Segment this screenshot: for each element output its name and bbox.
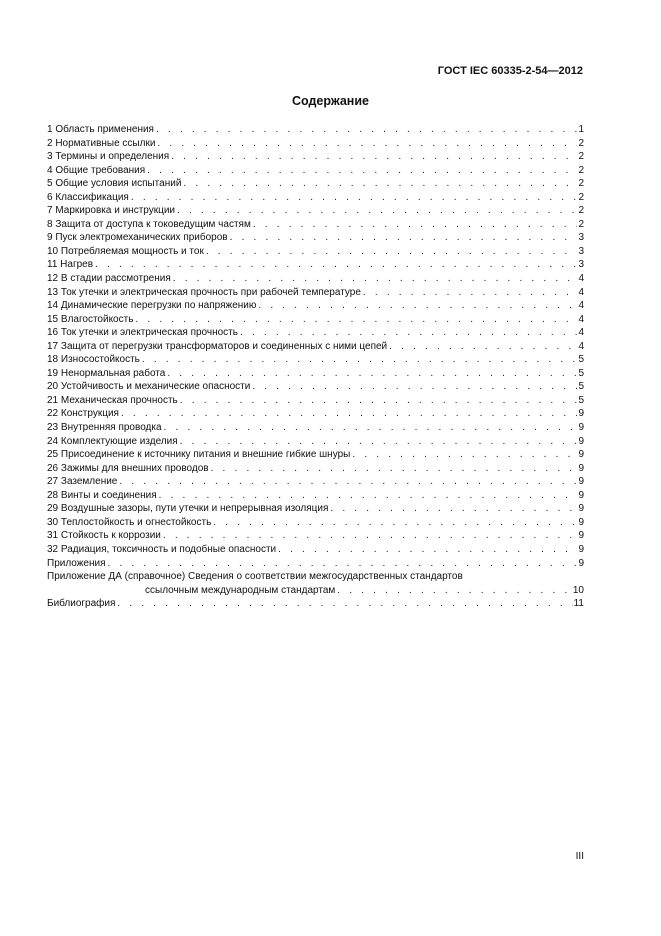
dot-leader <box>230 231 578 245</box>
toc-entry-label: 9 Пуск электромеханических приборов <box>47 232 228 244</box>
toc-entry[interactable] <box>47 150 584 164</box>
toc-entry-page: 5 <box>578 354 584 366</box>
toc-entry-label: ссылочным международным стандартам <box>145 584 336 596</box>
toc-entry-appendix-da[interactable] <box>47 570 584 584</box>
toc-entry-page: 9 <box>578 462 584 474</box>
toc-entry-label: 28 Винты и соединения <box>47 489 157 501</box>
toc-entry-label: Приложение ДА (справочное) Сведения о соответствии межгосударственных стандартов <box>47 571 463 583</box>
toc-entry[interactable] <box>47 164 584 178</box>
toc-entry-label: Библиография <box>47 598 116 610</box>
toc-entry-page: 9 <box>578 422 584 434</box>
toc-entry-page: 9 <box>578 449 584 461</box>
toc-entry-label: 19 Ненормальная работа <box>47 367 166 379</box>
toc-entry-label: 32 Радиация, токсичность и подобные опасности <box>47 543 277 555</box>
toc-entry[interactable] <box>47 380 584 394</box>
toc-entry[interactable] <box>47 475 584 489</box>
toc-entry[interactable] <box>47 394 584 408</box>
toc-entry-page: 4 <box>578 313 584 325</box>
toc-entry-page: 9 <box>578 435 584 447</box>
toc-entry-page: 4 <box>578 286 584 298</box>
toc-entry[interactable] <box>47 557 584 571</box>
toc-entry[interactable] <box>47 123 584 137</box>
toc-entry[interactable] <box>47 204 584 218</box>
toc-entry-page: 2 <box>578 164 584 176</box>
toc-entry-label: 27 Заземление <box>47 476 118 488</box>
toc-entry-label: 30 Теплостойкость и огнестойкость <box>47 516 212 528</box>
toc-entry-label: 15 Влагостойкость <box>47 313 134 325</box>
dot-leader <box>337 584 572 598</box>
toc-entry-label: 16 Ток утечки и электрическая прочность <box>47 327 238 339</box>
dot-leader <box>131 191 578 205</box>
toc-entry-page: 2 <box>578 191 584 203</box>
toc-entry[interactable] <box>47 353 584 367</box>
dot-leader <box>253 218 578 232</box>
toc-entry-label: 8 Защита от доступа к токоведущим частям <box>47 218 251 230</box>
toc-entry-appendix-da-continued[interactable] <box>47 584 584 598</box>
toc-entry-page: 3 <box>578 245 584 257</box>
toc-entry-label: 14 Динамические перегрузки по напряжению <box>47 300 257 312</box>
toc-entry[interactable] <box>47 502 584 516</box>
dot-leader <box>211 462 578 476</box>
toc-entry-label: 17 Защита от перегрузки трансформаторов и соединенных с ними цепей <box>47 340 388 352</box>
toc-entry[interactable] <box>47 313 584 327</box>
toc-entry-page: 4 <box>578 300 584 312</box>
toc-entry[interactable] <box>47 489 584 503</box>
toc-entry-label: 22 Конструкция <box>47 408 119 420</box>
toc-entry[interactable] <box>47 286 584 300</box>
dot-leader <box>157 137 577 151</box>
toc-entry-label: 7 Маркировка и инструкции <box>47 205 176 217</box>
dot-leader <box>278 543 577 557</box>
dot-leader <box>142 353 578 367</box>
toc-entry-page: 5 <box>578 367 584 379</box>
table-of-contents <box>47 123 584 611</box>
toc-entry-page: 9 <box>578 408 584 420</box>
toc-entry[interactable] <box>47 435 584 449</box>
toc-entry-label: 13 Ток утечки и электрическая прочность при рабочей температуре <box>47 286 361 298</box>
dot-leader <box>206 245 578 259</box>
toc-entry-page: 4 <box>578 340 584 352</box>
dot-leader <box>164 421 578 435</box>
dot-leader <box>163 529 578 543</box>
toc-entry[interactable] <box>47 529 584 543</box>
toc-entry-label: 10 Потребляемая мощность и ток <box>47 245 204 257</box>
page-number: III <box>575 851 584 862</box>
toc-entry[interactable] <box>47 340 584 354</box>
toc-entry[interactable] <box>47 258 584 272</box>
toc-entry-page: 5 <box>578 394 584 406</box>
toc-entry[interactable] <box>47 245 584 259</box>
dot-leader <box>117 597 572 611</box>
dot-leader <box>156 123 577 137</box>
dot-leader <box>363 286 578 300</box>
dot-leader <box>119 475 577 489</box>
toc-entry-page: 9 <box>578 516 584 528</box>
dot-leader <box>389 340 577 354</box>
dot-leader <box>167 367 577 381</box>
toc-entry[interactable] <box>47 543 584 557</box>
toc-entry-page: 9 <box>578 530 584 542</box>
toc-entry[interactable] <box>47 516 584 530</box>
toc-entry-page: 3 <box>578 259 584 271</box>
toc-entry-label: 24 Комплектующие изделия <box>47 435 178 447</box>
toc-entry-page: 10 <box>572 584 584 596</box>
toc-entry-page: 2 <box>578 137 584 149</box>
dot-leader <box>147 164 577 178</box>
dot-leader <box>171 150 577 164</box>
toc-entry-page: 9 <box>578 557 584 569</box>
toc-entry-label: 21 Механическая прочность <box>47 394 178 406</box>
toc-entry[interactable] <box>47 462 584 476</box>
toc-entry-page: 2 <box>578 151 584 163</box>
toc-entry-label: Приложения <box>47 557 106 569</box>
dot-leader <box>330 502 577 516</box>
toc-entry-page: 4 <box>578 273 584 285</box>
toc-entry-page: 9 <box>578 489 584 501</box>
toc-entry-label: 25 Присоединение к источнику питания и внешние гибкие шнуры <box>47 449 351 461</box>
toc-entry[interactable] <box>47 299 584 313</box>
toc-entry-page: 3 <box>578 232 584 244</box>
toc-entry[interactable] <box>47 421 584 435</box>
toc-entry-page: 1 <box>578 124 584 135</box>
dot-leader <box>240 326 577 340</box>
toc-entry-page: 5 <box>578 381 584 393</box>
toc-entry-label: 5 Общие условия испытаний <box>47 178 182 190</box>
dot-leader <box>180 394 578 408</box>
toc-entry-label: 26 Зажимы для внешних проводов <box>47 462 209 474</box>
toc-entry-label: 31 Стойкость к коррозии <box>47 530 161 542</box>
toc-entry[interactable] <box>47 137 584 151</box>
dot-leader <box>173 272 578 286</box>
toc-entry[interactable] <box>47 407 584 421</box>
toc-entry[interactable] <box>47 448 584 462</box>
dot-leader <box>252 380 577 394</box>
dot-leader <box>121 407 577 421</box>
toc-entry-page: 9 <box>578 476 584 488</box>
dot-leader <box>180 435 578 449</box>
dot-leader <box>177 204 577 218</box>
toc-entry-page: 2 <box>578 218 584 230</box>
toc-entry-label: 29 Воздушные зазоры, пути утечки и непрерывная изоляция <box>47 503 329 515</box>
toc-entry-page: 9 <box>578 503 584 515</box>
toc-entry-label: 20 Устойчивость и механические опасности <box>47 381 251 393</box>
toc-entry-label: 11 Нагрев <box>47 259 94 271</box>
dot-leader <box>183 177 577 191</box>
toc-entry[interactable] <box>47 231 584 245</box>
toc-entry[interactable] <box>47 272 584 286</box>
dot-leader <box>213 516 577 530</box>
dot-leader <box>352 448 577 462</box>
toc-entry-label: 3 Термины и определения <box>47 151 170 163</box>
dot-leader <box>108 557 578 571</box>
toc-entry-page: 9 <box>578 543 584 555</box>
toc-entry-label: 6 Классификация <box>47 191 129 203</box>
toc-entry-bibliography[interactable] <box>47 597 584 611</box>
toc-entry-page: 11 <box>573 598 584 610</box>
dot-leader <box>135 313 577 327</box>
toc-entry[interactable] <box>47 367 584 381</box>
toc-entry[interactable] <box>47 326 584 340</box>
dot-leader <box>95 258 577 272</box>
toc-entry-page: 4 <box>578 327 584 339</box>
toc-title: Содержание <box>291 94 369 108</box>
toc-entry-label: 1 Область применения <box>47 124 154 135</box>
toc-entry[interactable] <box>47 177 584 191</box>
toc-entry-label: 12 В стадии рассмотрения <box>47 273 171 285</box>
toc-entry-label: 18 Износостойкость <box>47 354 140 366</box>
toc-entry-label: 4 Общие требования <box>47 164 146 176</box>
toc-entry-label: 2 Нормативные ссылки <box>47 137 156 149</box>
toc-entry-page: 2 <box>578 178 584 190</box>
dot-leader <box>258 299 577 313</box>
toc-entry[interactable] <box>47 191 584 205</box>
toc-entry-label: 23 Внутренняя проводка <box>47 422 162 434</box>
document-code: ГОСТ IEC 60335-2-54—2012 <box>437 65 583 77</box>
toc-entry[interactable] <box>47 218 584 232</box>
dot-leader <box>159 489 578 503</box>
toc-entry-page: 2 <box>578 205 584 217</box>
